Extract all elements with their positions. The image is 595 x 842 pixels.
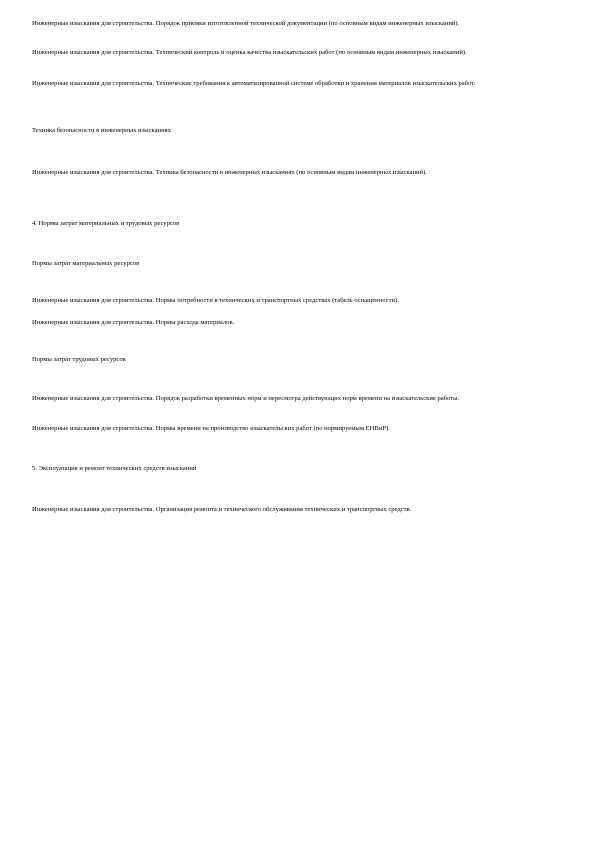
paragraph-technical-control: Инженерные изыскания для строительства. Технический контроль и оценка качества изыскательских работ (по основным видам инженерных изысканий). [32, 49, 467, 56]
heading-safety: Техника безопасности в инженерных изысканиях [32, 127, 171, 134]
paragraph-repair-maintenance: Инженерные изыскания для строительства. Организация ремонта и технического обслуживания технических и транспортных средств. [32, 506, 412, 513]
paragraph-time-norms: Инженерные изыскания для строительства. Нормы времени на производство изыскательских работ (по нормируемым ЕНВиР). [32, 425, 390, 432]
heading-labor-resources: Нормы затрат трудовых ресурсов [32, 356, 126, 363]
paragraph-material-consumption: Инженерные изыскания для строительства. Нормы расхода материалов. [32, 319, 235, 326]
heading-material-resources: Нормы затрат материальных ресурсов [32, 260, 140, 267]
paragraph-automation-requirements: Инженерные изыскания для строительства. Технические требования к автоматизированной системе обработки и хранения материалов изыскательских работ. [32, 80, 476, 87]
heading-section-5: 5. Эксплуатация и ремонт технических средств изысканий [32, 465, 197, 472]
paragraph-safety: Инженерные изыскания для строительства. Техника безопасности в инженерных изысканиях (по основным видам инженерных изысканий). [32, 169, 427, 176]
paragraph-time-norms-development: Инженерные изыскания для строительства. Порядок разработки временных норм и пересмотра действующих норм времени на изыскательские работы. [32, 395, 460, 402]
paragraph-acceptance-docs: Инженерные изыскания для строительства. Порядок приемки изготовленной технической документации (по основным видам инженерных изысканий). [32, 20, 460, 27]
heading-section-4: 4. Нормы затрат материальных и трудовых ресурсов [32, 220, 180, 227]
paragraph-equipment-norms: Инженерные изыскания для строительства. Нормы потребности в технических и транспортных средствах (табель оснащенности). [32, 297, 399, 304]
